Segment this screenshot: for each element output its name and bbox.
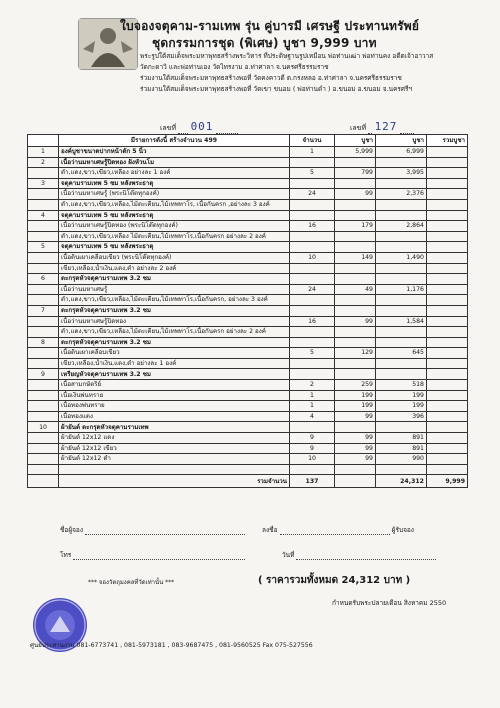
col-header-qty: จำนวน [290,135,335,147]
table-row [28,422,468,433]
cell-total [376,157,427,168]
cell-total: 990 [376,454,427,465]
cell-sum [427,284,468,295]
cell-no [28,263,59,274]
cell-no [28,221,59,232]
cell-price: 259 [335,380,376,391]
cell-price: 129 [335,348,376,359]
cell-qty: 9 [290,433,335,444]
cell-item: เนื้อทองแดง [59,411,290,422]
cell-qty: 24 [290,284,335,295]
cell-total: 518 [376,380,427,391]
table-row [28,337,468,348]
name-label: ชื่อผู้จอง [60,526,84,534]
cell-total [376,327,427,338]
cell-no [28,189,59,200]
cell-qty [290,464,335,475]
cell-total: 199 [376,401,427,412]
cell-item: องค์บูชาขนาดปากหน้าตัก 5 นิ้ว [59,147,290,158]
cell-item: ตะกรุดหัวจตุคามรามเทพ 3.2 ซม [59,305,290,316]
table-row [28,369,468,380]
cell-item: ผ้ายันต์ 12x12 เขียว [59,443,290,454]
cell-sum [427,454,468,465]
cell-total: 6,999 [376,147,427,158]
cell-item: จตุคามรามเทพ 5 ซม หลังพระธาตุ [59,178,290,189]
cell-qty [290,263,335,274]
cell-no [28,464,59,475]
temple-only-note: *** จองวัตถุมงคลที่วัดเท่านั้น *** [88,579,175,586]
cell-sum [427,348,468,359]
cell-sum [427,380,468,391]
serial-value-right: 127 [374,120,398,133]
cell-no [28,327,59,338]
cell-sum [427,157,468,168]
signature-field [262,525,414,535]
cell-item: เนื้อว่านมหาเศษรู้ [59,284,290,295]
cell-no: 9 [28,369,59,380]
cell-item: เนื้อว่านมหาเศษรู้ปิดทอง (พระนิโต๊ตทุกองค์) [59,221,290,232]
cell-sum [427,295,468,306]
cell-sum [427,252,468,263]
cell-total [376,263,427,274]
cell-price [335,327,376,338]
cell-price [335,369,376,380]
cell-qty [290,327,335,338]
header-line-2: วัดกะดาวิ และพ่อท่านเอง วัดไทรงาม อ.ท่าศาลา จ.นครศรีธรรมราช [140,63,329,71]
table-row [28,189,468,200]
summary-cell [335,475,376,488]
table-row [28,221,468,232]
items-table [27,134,468,488]
cell-price [335,199,376,210]
cell-no: 2 [28,157,59,168]
cell-sum [427,369,468,380]
table-row [28,242,468,253]
cell-price: 99 [335,411,376,422]
cell-sum [427,358,468,369]
pickup-deadline: กำหนดรับพระปลายเดือน สิงหาคม 2550 [332,599,447,607]
cell-item: เนื้อว่านมหาเศษรู้ปิดทอง [59,316,290,327]
cell-sum [427,147,468,158]
cell-sum [427,178,468,189]
cell-no [28,433,59,444]
cell-total: 2,864 [376,221,427,232]
cell-sum [427,464,468,475]
cell-item: จตุคามรามเทพ 5 ซม หลังพระธาตุ [59,210,290,221]
cell-price [335,295,376,306]
cell-no [28,454,59,465]
cell-price: 99 [335,454,376,465]
cell-qty: 4 [290,411,335,422]
cell-price: 99 [335,433,376,444]
cell-qty [290,178,335,189]
col-header-total: บูชา [376,135,427,147]
cell-total [376,231,427,242]
cell-price [335,157,376,168]
cell-sum [427,274,468,285]
cell-total: 1,490 [376,252,427,263]
serial-number-right [350,120,414,134]
cell-no [28,401,59,412]
cell-sum [427,210,468,221]
cell-sum [427,337,468,348]
table-row [28,168,468,179]
header-line-4: ร่วมงานใต้สมเด็จพระมหาพุทธสร้างพอที่ วัดเขา ขนอม ( พ่อท่านดำ ) อ.ขนอม อ.ขนอม จ.นครศรีฯ [140,85,413,93]
date-input-line[interactable] [296,552,436,560]
summary-row [28,475,468,488]
cell-price: 99 [335,443,376,454]
cell-qty [290,231,335,242]
cell-sum [427,305,468,316]
serial-label-right: เลขที่ [350,124,367,132]
name-field [60,525,245,535]
cell-sum [427,231,468,242]
cell-price: 179 [335,221,376,232]
cell-total: 1,176 [376,284,427,295]
cell-price: 199 [335,390,376,401]
cell-total [376,422,427,433]
cell-qty: 10 [290,454,335,465]
table-row [28,401,468,412]
cell-sum [427,168,468,179]
total-price-text: ( ราคารวมทั้งหมด 24,312 บาท ) [258,575,411,586]
date-label: วันที่ [282,551,295,559]
signature-label: ลงชื่อ [262,526,278,534]
table-row [28,464,468,475]
receiver-label: ผู้รับจอง [391,526,414,534]
summary-cell-qty: 137 [290,475,335,488]
cell-price [335,464,376,475]
table-row [28,263,468,274]
cell-total [376,464,427,475]
cell-sum [427,221,468,232]
table-row [28,380,468,391]
cell-sum [427,422,468,433]
cell-qty [290,157,335,168]
cell-sum [427,242,468,253]
cell-total [376,274,427,285]
cell-item: เนื้อสามกษัตริย์ [59,380,290,391]
cell-no [28,295,59,306]
cell-price [335,358,376,369]
cell-qty: 16 [290,316,335,327]
summary-cell [28,475,59,488]
cell-qty [290,199,335,210]
col-header-item: มีรายการดังนี้ สร้างจำนวน 499 [59,135,290,147]
table-row [28,433,468,444]
table-row [28,390,468,401]
cell-qty: 1 [290,390,335,401]
cell-sum [427,433,468,444]
form-title: ใบจองจตุคาม-รามเทพ รุ่น คู่บารมี เศรษฐี ประทานทรัพย์ [120,19,420,33]
cell-no: 4 [28,210,59,221]
cell-total: 199 [376,390,427,401]
cell-no: 8 [28,337,59,348]
cell-sum [427,443,468,454]
cell-price: 99 [335,316,376,327]
cell-no: 1 [28,147,59,158]
cell-total [376,210,427,221]
signature-input-line[interactable] [280,527,390,535]
cell-total: 1,584 [376,316,427,327]
cell-qty [290,305,335,316]
cell-total: 3,995 [376,168,427,179]
table-row [28,274,468,285]
cell-qty: 10 [290,252,335,263]
table-row [28,147,468,158]
date-field [282,550,436,560]
table-row [28,316,468,327]
cell-qty: 2 [290,380,335,391]
cell-no: 7 [28,305,59,316]
table-row [28,327,468,338]
cell-item: เขียว,เหลือง,น้ำเงิน,แดง,ดำ อย่างละ 1 องค์ [59,358,290,369]
cell-price [335,231,376,242]
summary-cell-total: 24,312 [376,475,427,488]
cell-item: ดำ,แดง,ขาว,เขียว,เหลือง,ไม้ตะเคียน,ไม้เทพทาโร,เนื้อกันครก, อย่างละ 3 องค์ [59,295,290,306]
table-row [28,284,468,295]
cell-no [28,390,59,401]
cell-price [335,274,376,285]
cell-item: ผ้ายันต์ 12x12 แดง [59,433,290,444]
cell-qty [290,274,335,285]
col-header-price: บูชา [335,135,376,147]
serial-value-left: 001 [190,120,214,133]
cell-item: ดำ,แดง,ขาว,เขียว,เหลือง,ไม้ตะเคียน,ไม้เทพทาโร, เนื้อกันครก ,อย่างละ 3 องค์ [59,199,290,210]
cell-total [376,358,427,369]
cell-total [376,295,427,306]
cell-no [28,316,59,327]
cell-item: เหรียญหัวจตุคามรามเทพ 3.2 ซม [59,369,290,380]
serial-label-left: เลขที่ [160,124,177,132]
cell-total: 2,376 [376,189,427,200]
cell-no: 5 [28,242,59,253]
cell-item: เขียว,เหลือง,น้ำเงิน,แดง,ดำ อย่างละ 2 องค์ [59,263,290,274]
cell-no [28,411,59,422]
cell-total [376,199,427,210]
cell-sum [427,401,468,412]
cell-no: 10 [28,422,59,433]
cell-qty [290,422,335,433]
header-line-3: ร่วมงานใต้สมเด็จพระมหาพุทธสร้างพอที่ วัดคงคาวดี ต.กรงหลอ อ.ท่าศาลา จ.นครศรีธรรมราช [140,74,402,82]
table-row [28,178,468,189]
cell-item: ผ้ายันต์ 12x12 ดำ [59,454,290,465]
table-header-row [28,135,468,147]
cell-qty: 1 [290,401,335,412]
cell-sum [427,189,468,200]
phone-input-line[interactable] [73,552,245,560]
contact-info: ศูนย์ประสานงาน 081-6773741 , 081-5973181 , 083-9687475 , 081-9560525 Fax 075-527556 [30,642,313,649]
cell-qty: 5 [290,348,335,359]
cell-item [59,464,290,475]
table-row [28,231,468,242]
cell-qty: 1 [290,147,335,158]
table-row [28,295,468,306]
cell-price: 5,999 [335,147,376,158]
table-row [28,358,468,369]
cell-item: จตุคามรามเทพ 5 ซม หลังพระธาตุ [59,242,290,253]
cell-sum [427,199,468,210]
table-row [28,157,468,168]
cell-qty [290,295,335,306]
cell-item: ตะกรุดหัวจตุคามรามเทพ 3.2 ซม [59,337,290,348]
cell-total [376,305,427,316]
cell-no [28,380,59,391]
name-input-line[interactable] [85,527,245,535]
cell-no [28,358,59,369]
cell-total [376,242,427,253]
summary-cell-sum: 9,999 [427,475,468,488]
cell-total: 891 [376,433,427,444]
table-row [28,348,468,359]
form-subtitle: ชุดกรรมการชุด (พิเศษ) บูชา 9,999 บาท [152,36,377,50]
cell-price: 99 [335,189,376,200]
cell-price [335,263,376,274]
cell-no [28,284,59,295]
cell-sum [427,263,468,274]
summary-cell-label: รวมจำนวน [59,475,290,488]
cell-item: ดำ,แดง,ขาว,เขียว,เหลือง,ไม้ตะเคียน,ไม้เทพทาโร,เนื้อกันครก อย่างละ 2 องค์ [59,327,290,338]
table-row [28,210,468,221]
cell-total: 396 [376,411,427,422]
cell-sum [427,316,468,327]
cell-total [376,178,427,189]
cell-qty: 16 [290,221,335,232]
cell-item: ดำ,แดง,ขาว,เขียว,เหลือง ไม้ตะเคียน,ไม้เทพทาโร,เนื้อกันครก อย่างละ 2 องค์ [59,231,290,242]
cell-item: ดำ,แดง,ขาว,เขียว,เหลือง อย่างละ 1 องค์ [59,168,290,179]
cell-item: เนื้อดินเผาเคลือบเขียว (พระนิโต๊ตทุกองค์) [59,252,290,263]
cell-no [28,252,59,263]
cell-qty: 24 [290,189,335,200]
cell-price [335,178,376,189]
cell-price [335,337,376,348]
cell-total: 645 [376,348,427,359]
cell-item: ตะกรุดหัวจตุคามรามเทพ 3.2 ซม [59,274,290,285]
cell-item: ผ้ายันต์ ตะกรุดหัวจตุคามรามเทพ [59,422,290,433]
cell-total [376,337,427,348]
cell-price [335,242,376,253]
cell-price: 49 [335,284,376,295]
cell-qty [290,210,335,221]
header-line-1: พระรูปใต้สมเด็จพระมหาพุทธสร้างพระวิหาร ที่ประดิษฐานรูปเหมือน พ่อท่านเฒ่า พ่อท่านคง อดีตเจ้าอาวาส [140,52,434,60]
cell-item: เนื้อดินเผาเคลือบเขียว [59,348,290,359]
col-header-no [28,135,59,147]
table-row [28,443,468,454]
cell-item: เนื้อทองพ่นทราย [59,401,290,412]
cell-no [28,168,59,179]
col-header-sum: รวมบูชา [427,135,468,147]
cell-item: เนื้อว่านมหาเศษรู้ปิดทอง ฝังหัวนโม [59,157,290,168]
phone-field [60,550,245,560]
phone-label: โทร [60,551,72,559]
cell-price [335,305,376,316]
cell-no: 3 [28,178,59,189]
cell-price: 799 [335,168,376,179]
table-row [28,305,468,316]
table-row [28,411,468,422]
cell-item: เนื้อเงินพ่นทราย [59,390,290,401]
cell-qty: 5 [290,168,335,179]
cell-no [28,231,59,242]
cell-qty [290,358,335,369]
cell-no [28,199,59,210]
cell-sum [427,390,468,401]
cell-qty [290,242,335,253]
table-row [28,199,468,210]
cell-price: 149 [335,252,376,263]
cell-sum [427,327,468,338]
cell-item: เนื้อว่านมหาเศษรู้ (พระนิโต๊ตทุกองค์) [59,189,290,200]
cell-sum [427,411,468,422]
cell-price: 199 [335,401,376,412]
cell-qty: 9 [290,443,335,454]
cell-price [335,210,376,221]
table-row [28,454,468,465]
cell-no [28,443,59,454]
cell-no: 6 [28,274,59,285]
cell-qty [290,337,335,348]
table-row [28,252,468,263]
cell-total [376,369,427,380]
cell-price [335,422,376,433]
cell-total: 891 [376,443,427,454]
serial-number-left [160,120,238,134]
cell-no [28,348,59,359]
cell-qty [290,369,335,380]
